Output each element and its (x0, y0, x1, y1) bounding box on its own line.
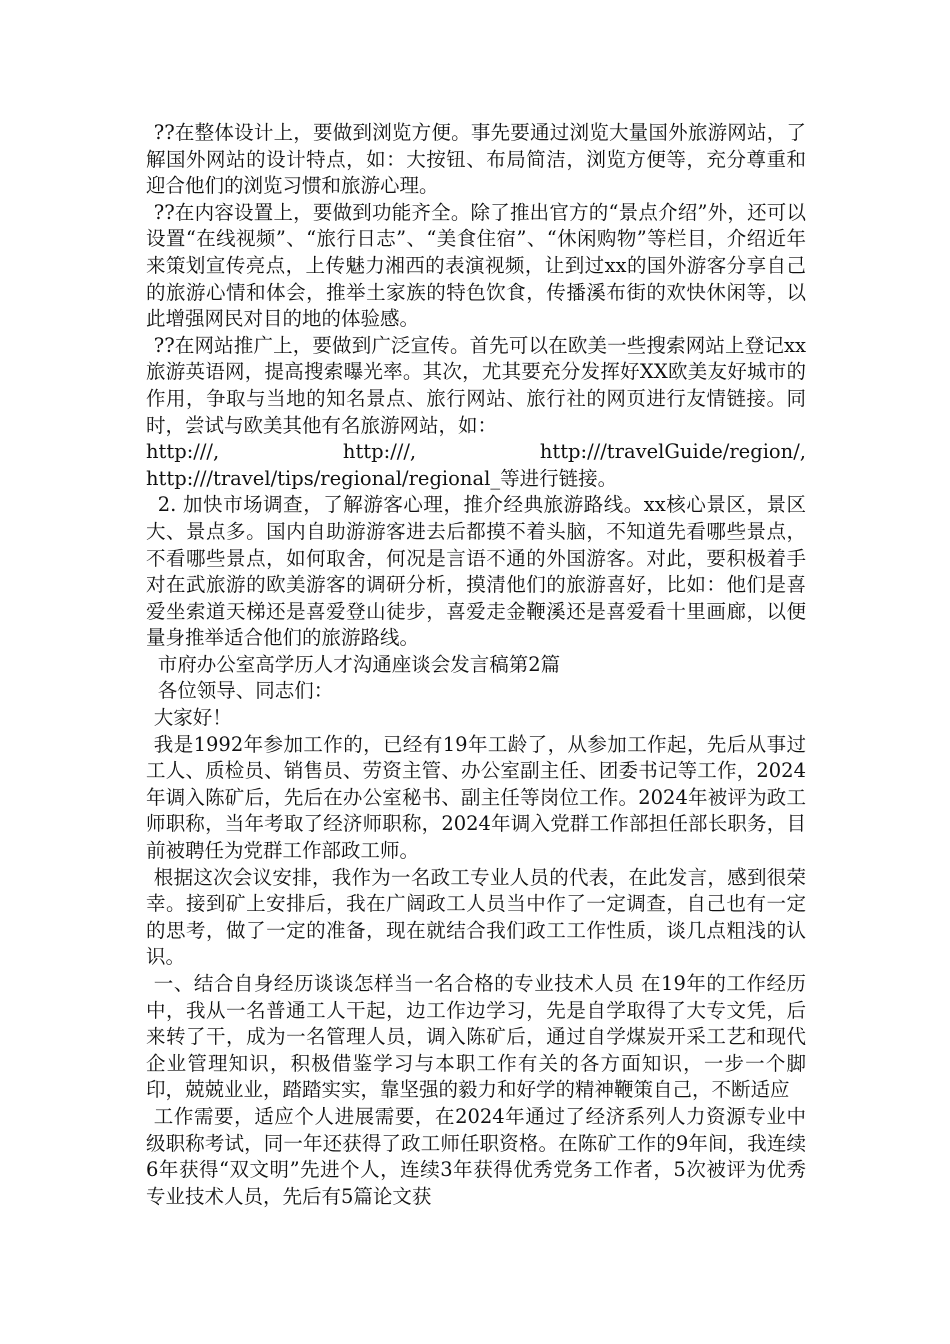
greeting: 大家好！ (153, 706, 232, 730)
section-heading: 市府办公室高学历人才沟通座谈会发言稿第2篇 (157, 652, 561, 676)
url-2: http:///, (342, 440, 417, 464)
document-body (146, 120, 806, 1210)
url-1: http:///, (146, 440, 220, 464)
paragraph-market-research: 2. 加快市场调查，了解游客心理，推介经典旅游路线。xx核心景区，景区大、景点多。国内自助游游客进去后都摸不着头脑，不知道先看哪些景点，不看哪些景点，如何取舍，何况是言语不通的外国游客。对此，要积极着手对在武旅游的欧美游客的调研分析，摸清他们的旅游喜好，比如：他们是喜爱坐索道天梯还是喜爱登山徒步，喜爱走金鞭溪还是喜爱看十里画廊，以便量身推举适合他们的旅游路线。 (146, 493, 806, 650)
paragraph-promotion-end: http:///travel/tips/regional/regional_等进行链接。 (146, 466, 618, 490)
paragraph-design: ??在整体设计上，要做到浏览方便。事先要通过浏览大量国外旅游网站，了解国外网站的设计特点，如：大按钮、布局简洁，浏览方便等，充分尊重和迎合他们的浏览习惯和旅游心理。 (146, 121, 806, 198)
url-line (146, 439, 806, 466)
paragraph-career: 我是1992年参加工作的，已经有19年工龄了，从参加工作起，先后从事过工人、质检员、销售员、劳资主管、办公室副主任、团委书记等工作，2024年调入陈矿后，先后在办公室秘书、副主任等岗位工作。2024年被评为政工师职称，当年考取了经济师职称，2024年调入党群工作部担任部长职务，目前被聘任为党群工作部政工师。 (146, 732, 806, 863)
paragraph-work-needs: 工作需要，适应个人进展需要，在2024年通过了经济系列人力资源专业中级职称考试，同一年还获得了政工师任职资格。在陈矿工作的9年间，我连续6年获得“双文明”先进个人，连续3年获得优秀党务工作者，5次被评为优秀专业技术人员，先后有5篇论文获 (146, 1104, 806, 1208)
paragraph-meeting: 根据这次会议安排，我作为一名政工专业人员的代表，在此发言，感到很荣幸。接到矿上安排后，我在广阔政工人员当中作了一定调查，自己也有一定的思考，做了一定的准备，现在就结合我们政工工作性质，谈几点粗浅的认识。 (146, 865, 806, 969)
salutation: 各位领导、同志们： (157, 679, 334, 703)
paragraph-experience: 一、结合自身经历谈谈怎样当一名合格的专业技术人员 在19年的工作经历中，我从一名普通工人干起，边工作边学习，先是自学取得了大专文凭，后来转了干，成为一名管理人员，调入陈矿后，通过自学煤炭开采工艺和现代企业管理知识，积极借鉴学习与本职工作有关的各方面知识，一步一个脚印，兢兢业业，踏踏实实，靠坚强的毅力和好学的精神鞭策自己，不断适应 (146, 972, 806, 1102)
paragraph-content: ??在内容设置上，要做到功能齐全。除了推出官方的“景点介绍”外，还可以设置“在线视频”、“旅行日志”、“美食住宿”、“休闲购物”等栏目，介绍近年来策划宣传亮点，上传魅力湘西的表演视频，让到过xx的国外游客分享自己的旅游心情和体会，推举土家族的特色饮食，传播溪布街的欢快休闲等，以此增强网民对目的地的体验感。 (146, 200, 806, 331)
url-3: http:///travelGuide/region/, (539, 440, 806, 464)
paragraph-promotion: ??在网站推广上，要做到广泛宣传。首先可以在欧美一些搜索网站上登记xx旅游英语网，提高搜索曝光率。其次，尤其要充分发挥好XX欧美友好城市的作用，争取与当地的知名景点、旅行网站、旅行社的网页进行友情链接。同时，尝试与欧美其他有名旅游网站，如： (146, 333, 806, 437)
